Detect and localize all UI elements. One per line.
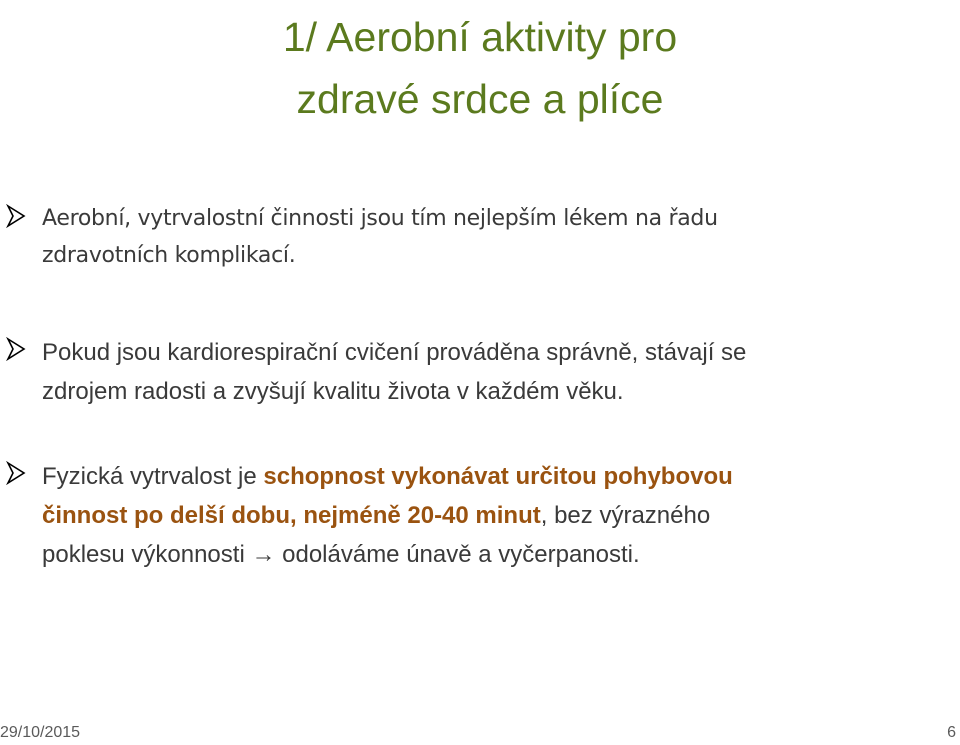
bullet-line: Pokud jsou kardiorespirační cvičení prováděna správně, stávají se [42,339,747,366]
footer-date: 29/10/2015 [0,724,81,741]
bullet-text [42,457,912,574]
bullet-text [42,200,912,274]
bullet-line: zdrojem radosti a zvyšují kvalitu života v každém věku. [42,378,624,405]
bullet-text [42,333,912,411]
arrowhead-bullet-icon [6,461,26,485]
bullet-line [42,457,912,496]
slide-title-line-1: 1/ Aerobní aktivity pro [282,14,678,60]
bullet-line: Aerobní, vytrvalostní činnosti jsou tím nejlepším lékem na řadu [42,206,718,231]
bullet-text-highlight: činnost po delší dobu, nejméně 20-40 minut [42,502,541,529]
bullet-text-plain: Fyzická vytrvalost je [42,463,264,490]
bullet-text-plain: , bez výrazného [540,502,711,529]
slide-title [0,6,960,130]
slide-number: 6 [947,724,956,741]
arrowhead-bullet-icon [6,337,26,361]
bullet-text-highlight: schopnost vykonávat určitou pohybovou [263,463,733,490]
arrowhead-bullet-icon [6,204,26,228]
slide-title-line-2: zdravé srdce a plíce [296,76,664,122]
bullet-line: poklesu výkonnosti → odoláváme únavě a vyčerpanosti. [42,541,640,568]
bullet-line [42,496,912,535]
bullet-line: zdravotních komplikací. [42,243,296,268]
